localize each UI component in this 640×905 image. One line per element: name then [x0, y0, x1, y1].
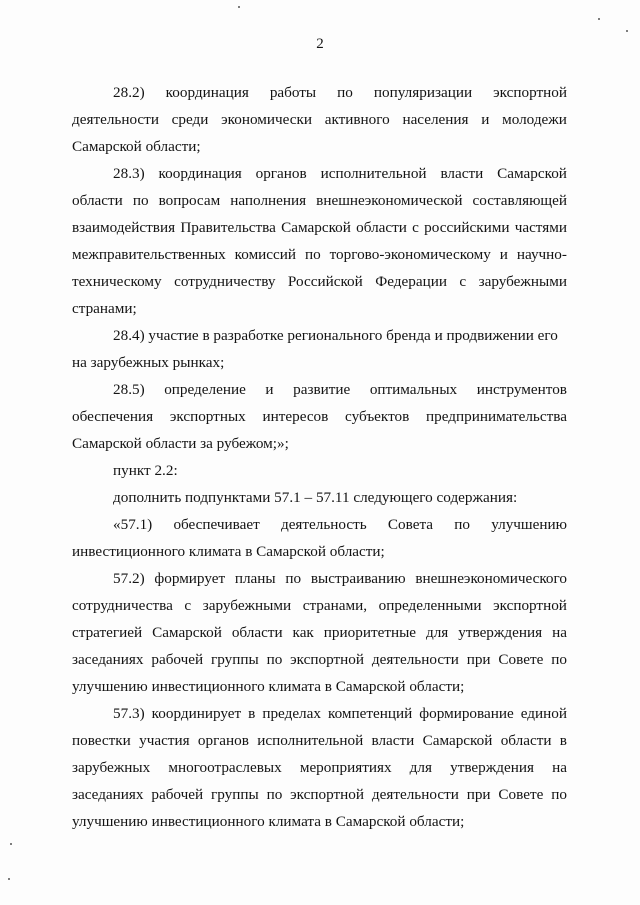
- word: при: [466, 786, 491, 803]
- word: для: [409, 759, 432, 776]
- word: Самарской: [152, 624, 222, 641]
- word: приоритетные: [323, 624, 417, 641]
- word: по: [132, 192, 149, 209]
- word: 28.2): [113, 84, 145, 101]
- word: Самарской: [422, 732, 493, 749]
- word: экономически: [221, 111, 312, 128]
- text-line: [113, 84, 567, 102]
- word: Совете: [498, 786, 544, 803]
- text-line: [72, 651, 567, 669]
- scan-speck: [626, 30, 628, 32]
- text-line: на зарубежных рынках;: [72, 354, 225, 371]
- text-line: дополнить подпунктами 57.1 – 57.11 следующего содержания:: [113, 489, 518, 506]
- text-line: [113, 705, 567, 723]
- word: по: [266, 786, 283, 803]
- word: торгово-экономическому: [329, 246, 491, 263]
- word: с: [412, 219, 419, 236]
- text-line: [72, 597, 567, 615]
- word: населения: [402, 111, 469, 128]
- page-number: 2: [316, 36, 324, 52]
- word: области: [356, 219, 407, 236]
- text-line: [72, 273, 567, 291]
- word: участия: [139, 732, 190, 749]
- scan-speck: [10, 843, 12, 845]
- word: группы: [211, 786, 259, 803]
- word: планы: [234, 570, 276, 587]
- word: многоотраслевых: [168, 759, 282, 776]
- word: деятельности: [371, 651, 459, 668]
- word: утверждения: [458, 624, 543, 641]
- word: и: [499, 246, 508, 263]
- word: молодежи: [502, 111, 567, 128]
- word: экспортной: [290, 651, 365, 668]
- word: по: [551, 651, 567, 668]
- text-line: [72, 219, 567, 237]
- word: работы: [269, 84, 317, 101]
- word: по: [551, 786, 567, 803]
- word: утверждения: [450, 759, 534, 776]
- text-line: [113, 165, 567, 183]
- word: интересов: [262, 408, 329, 425]
- word: комиссий: [234, 246, 297, 263]
- word: по: [285, 570, 302, 587]
- word: формирование: [419, 705, 514, 722]
- text-line: [72, 192, 567, 210]
- word: Совета: [387, 516, 434, 533]
- word: 57.3): [113, 705, 145, 722]
- word: координирует: [151, 705, 242, 722]
- word: определенными: [378, 597, 482, 614]
- text-line: странами;: [72, 300, 137, 317]
- word: 28.5): [113, 381, 145, 398]
- word: стратегией: [72, 624, 143, 641]
- word: 57.2): [113, 570, 145, 587]
- scan-speck: [598, 18, 600, 20]
- word: техническому: [72, 273, 162, 290]
- word: внешнеэкономического: [415, 570, 567, 587]
- word: на: [552, 624, 567, 641]
- word: внешнеэкономической: [316, 192, 463, 209]
- word: научно-: [516, 246, 567, 263]
- word: обеспечения: [72, 408, 154, 425]
- scan-speck: [238, 6, 240, 8]
- word: 28.3): [113, 165, 145, 182]
- word: Правительства: [180, 219, 276, 236]
- text-line: [72, 246, 567, 264]
- word: заседаниях: [72, 786, 144, 803]
- word: обеспечивает: [173, 516, 260, 533]
- word: субъектов: [345, 408, 410, 425]
- word: экспортных: [169, 408, 246, 425]
- word: деятельности: [72, 111, 159, 128]
- word: власти: [371, 732, 415, 749]
- word: Совете: [498, 651, 544, 668]
- word: составляющей: [472, 192, 567, 209]
- word: пределах: [262, 705, 321, 722]
- text-line: [113, 516, 567, 534]
- word: наполнения: [230, 192, 307, 209]
- word: с: [459, 273, 467, 290]
- scan-speck: [8, 878, 10, 880]
- text-line: [72, 732, 567, 750]
- word: вопросам: [158, 192, 221, 209]
- word: активного: [324, 111, 390, 128]
- word: Самарской: [497, 165, 567, 182]
- word: по: [454, 516, 470, 533]
- word: российскими: [424, 219, 510, 236]
- word: Самарской: [281, 219, 351, 236]
- word: популяризации: [373, 84, 473, 101]
- text-line: [113, 381, 567, 399]
- word: и: [481, 111, 490, 128]
- text-line: пункт 2.2:: [113, 462, 178, 479]
- word: области: [500, 732, 552, 749]
- word: улучшению: [491, 516, 567, 533]
- word: повестки: [72, 732, 131, 749]
- word: компетенций: [328, 705, 413, 722]
- word: оптимальных: [369, 381, 458, 398]
- word: исполнительной: [320, 165, 427, 182]
- word: координация: [158, 165, 242, 182]
- word: единой: [520, 705, 567, 722]
- word: предпринимательства: [426, 408, 567, 425]
- word: деятельности: [371, 786, 459, 803]
- word: исполнительной: [257, 732, 364, 749]
- word: сотрудничества: [72, 597, 173, 614]
- word: по: [304, 246, 321, 263]
- word: в: [559, 732, 567, 749]
- word: мероприятиях: [299, 759, 392, 776]
- word: деятельность: [280, 516, 367, 533]
- word: экспортной: [493, 84, 567, 101]
- word: развитие: [293, 381, 351, 398]
- word: области: [231, 624, 283, 641]
- word: инструментов: [476, 381, 567, 398]
- word: группы: [211, 651, 259, 668]
- word: странами,: [302, 597, 368, 614]
- text-line: [72, 786, 567, 804]
- text-line: [72, 624, 567, 642]
- word: на: [552, 759, 567, 776]
- word: «57.1): [113, 516, 153, 533]
- text-line: [72, 408, 567, 426]
- word: зарубежных: [72, 759, 151, 776]
- word: Федерации: [375, 273, 447, 290]
- word: определение: [164, 381, 246, 398]
- word: при: [466, 651, 491, 668]
- text-line: [72, 111, 567, 129]
- word: области: [72, 192, 123, 209]
- word: сотрудничеству: [174, 273, 276, 290]
- word: выстраиванию: [310, 570, 406, 587]
- word: рабочей: [151, 786, 204, 803]
- word: среди: [171, 111, 209, 128]
- text-line: [72, 759, 567, 777]
- word: в: [248, 705, 256, 722]
- word: заседаниях: [72, 651, 144, 668]
- text-line: Самарской области;: [72, 138, 201, 155]
- text-line: улучшению инвестиционного климата в Самарской области;: [72, 813, 465, 830]
- word: формирует: [154, 570, 226, 587]
- word: Российской: [287, 273, 363, 290]
- word: по: [337, 84, 353, 101]
- word: взаимодействия: [72, 219, 176, 236]
- word: органов: [197, 732, 249, 749]
- word: власти: [440, 165, 484, 182]
- word: и: [265, 381, 274, 398]
- word: зарубежными: [202, 597, 292, 614]
- word: межправительственных: [72, 246, 226, 263]
- word: рабочей: [151, 651, 204, 668]
- word: как: [292, 624, 314, 641]
- word: органов: [255, 165, 307, 182]
- word: зарубежными: [478, 273, 567, 290]
- text-line: инвестиционного климата в Самарской области;: [72, 543, 385, 560]
- text-line: Самарской области за рубежом;»;: [72, 435, 289, 452]
- text-line: [113, 570, 567, 588]
- word: координация: [165, 84, 249, 101]
- word: частями: [514, 219, 567, 236]
- word: по: [266, 651, 283, 668]
- text-line: 28.4) участие в разработке регионального бренда и продвижении его: [113, 327, 558, 344]
- word: экспортной: [493, 597, 567, 614]
- word: с: [184, 597, 192, 614]
- word: для: [426, 624, 449, 641]
- text-line: улучшению инвестиционного климата в Самарской области;: [72, 678, 465, 695]
- word: экспортной: [290, 786, 365, 803]
